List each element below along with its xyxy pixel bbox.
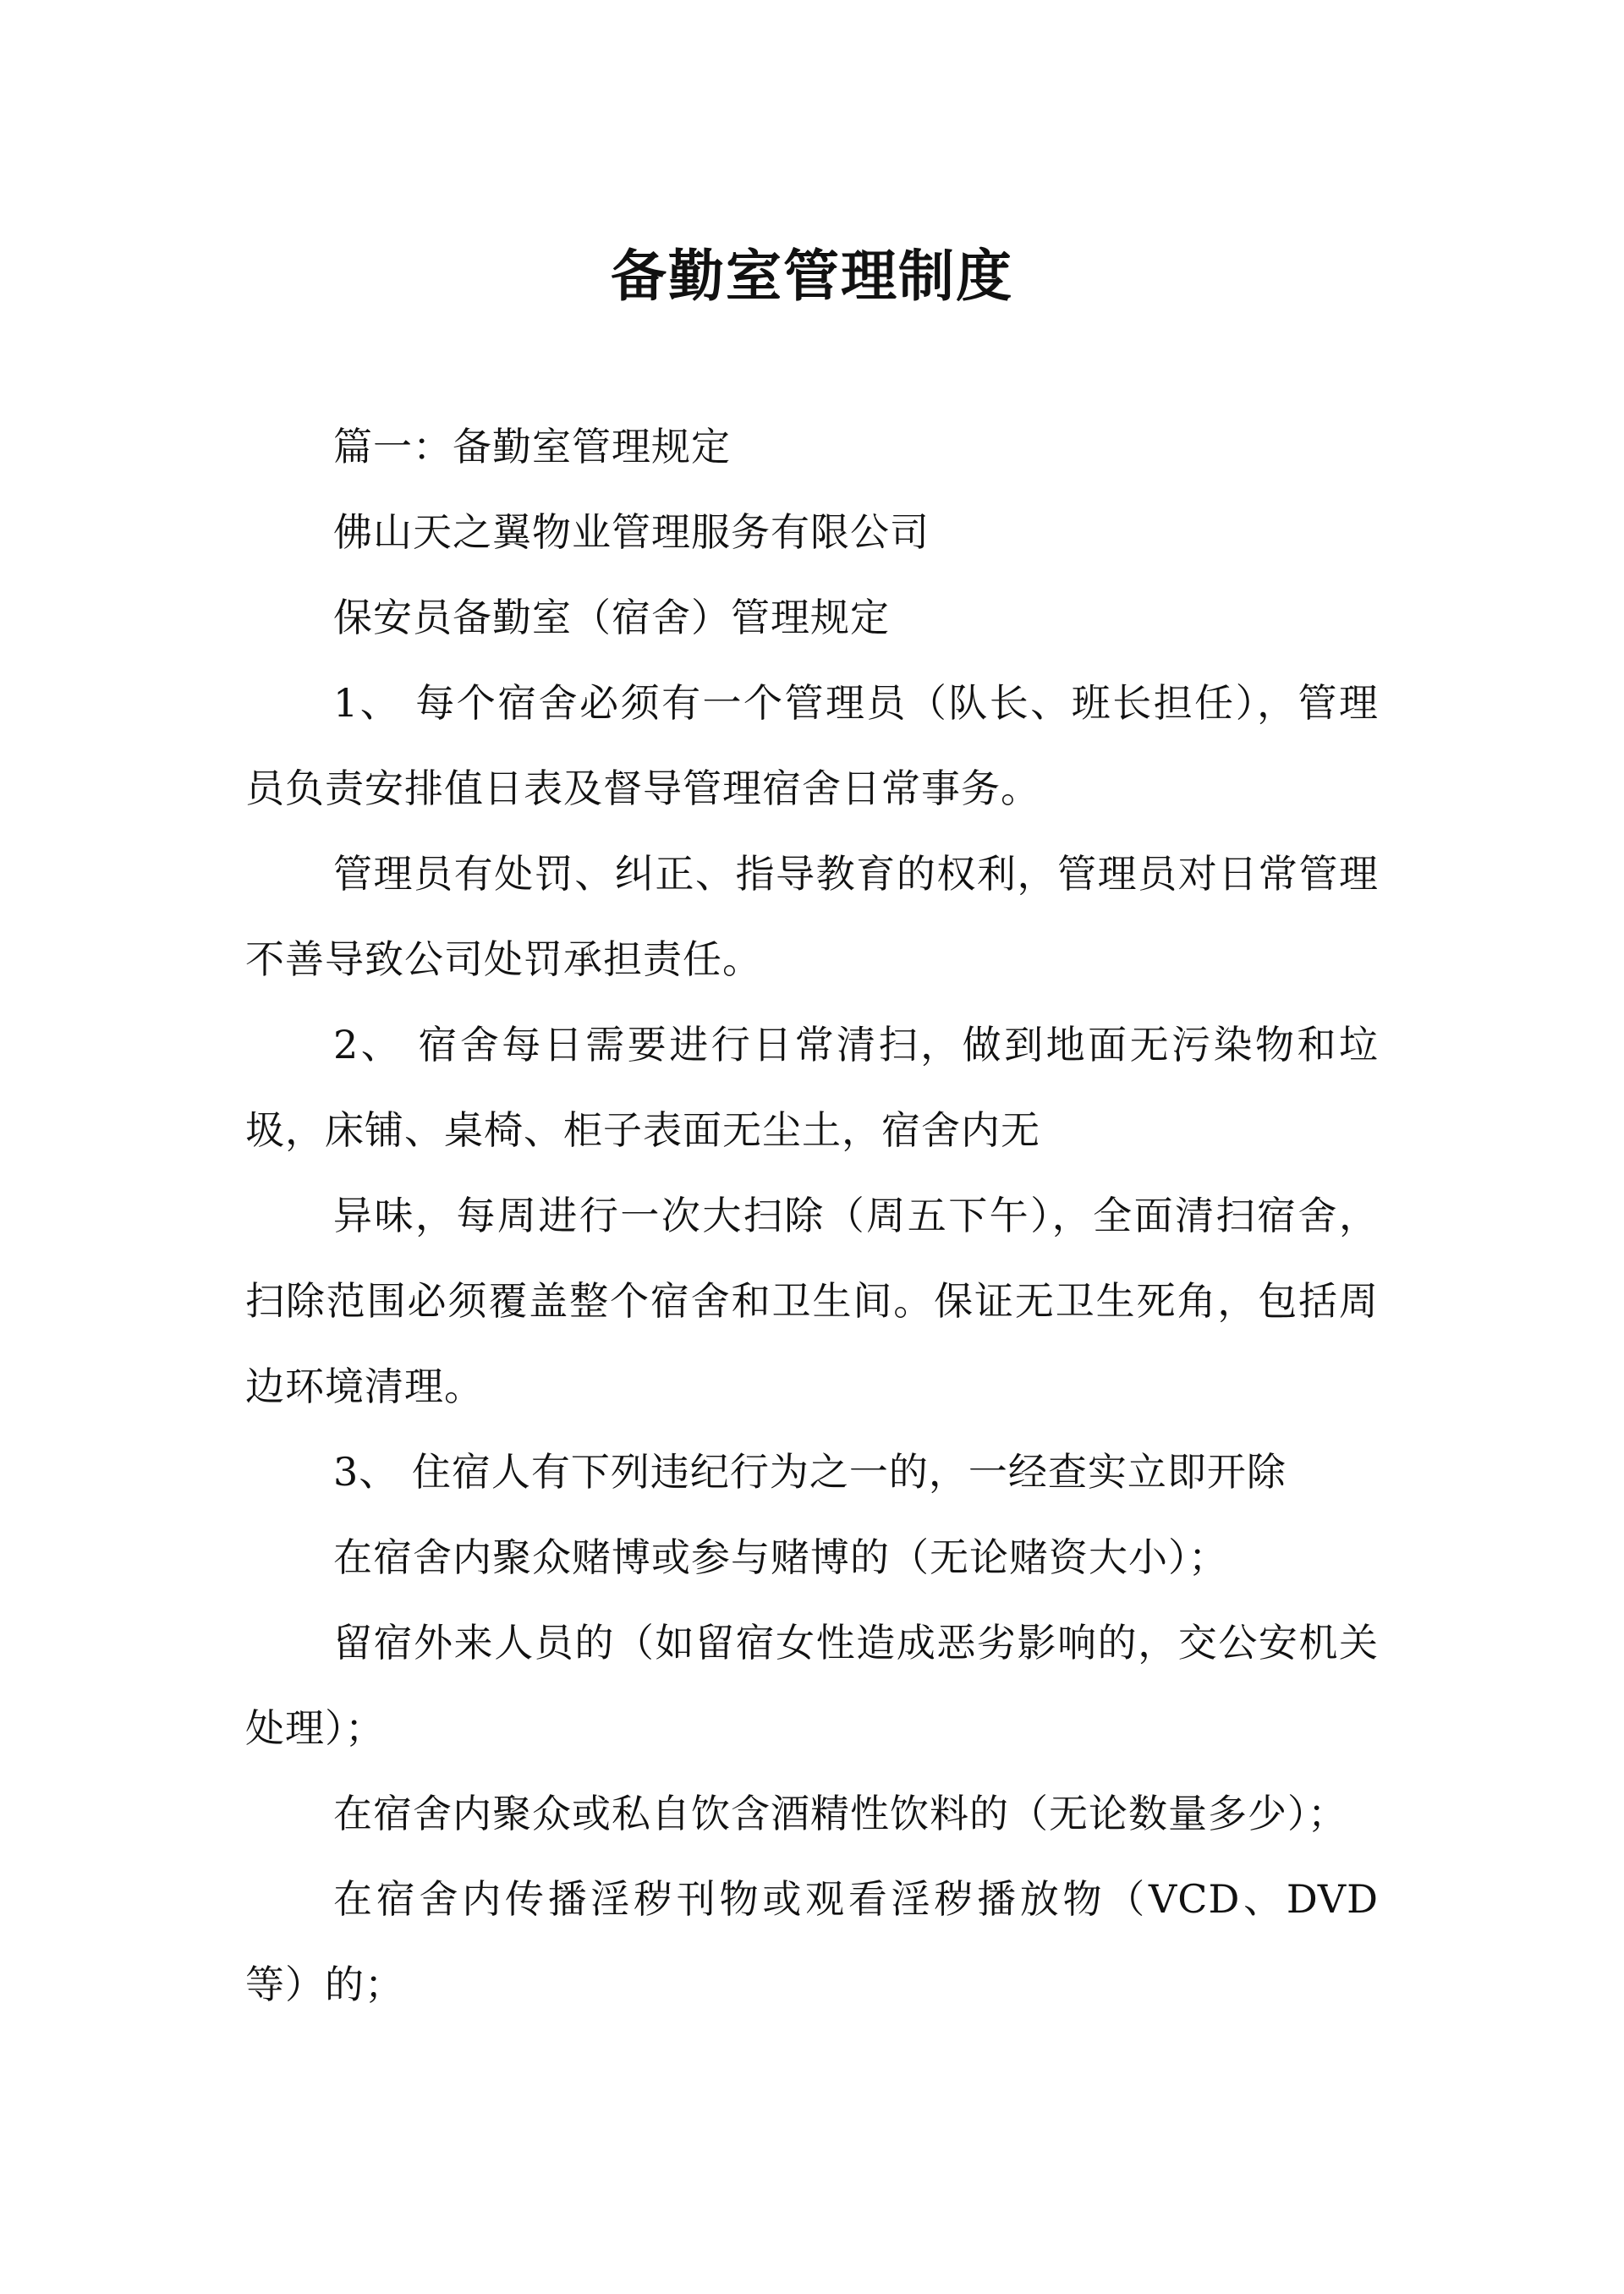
paragraph-regulation-title: 保安员备勤室（宿舍）管理规定 — [333, 595, 890, 640]
paragraph-rule-3: 3、 住宿人有下列违纪行为之一的，一经查实立即开除 — [333, 1449, 1287, 1495]
paragraph-rule-2-detail: 异味，每周进行一次大扫除（周五下午），全面清扫宿舍，扫除范围必须覆盖整个宿舍和卫生间。保证无卫生死角，包括周边环境清理。 — [245, 1193, 1379, 1409]
paragraph-company-name: 佛山天之翼物业管理服务有限公司 — [333, 509, 930, 555]
paragraph-chapter-heading: 篇一：备勤室管理规定 — [333, 424, 731, 469]
paragraph-rule-1-detail: 管理员有处罚、纠正、指导教育的权利，管理员对日常管理不善导致公司处罚承担责任。 — [245, 851, 1379, 982]
paragraph-rule-2: 2、 宿舍每日需要进行日常清扫，做到地面无污染物和垃圾，床铺、桌椅、柜子表面无尘土，宿舍内无 — [245, 1022, 1379, 1153]
paragraph-rule-1: 1、 每个宿舍必须有一个管理员（队长、班长担任），管理员负责安排值日表及督导管理宿舍日常事务。 — [245, 680, 1379, 811]
paragraph-violation-guests: 留宿外来人员的（如留宿女性造成恶劣影响的，交公安机关处理）； — [245, 1620, 1379, 1751]
paragraph-violation-alcohol: 在宿舍内聚众或私自饮含酒精性饮料的（无论数量多少）； — [333, 1791, 1347, 1836]
document-body — [245, 404, 1379, 2028]
paragraph-violation-gambling: 在宿舍内聚众赌博或参与赌博的（无论赌资大小）； — [333, 1534, 1228, 1580]
paragraph-violation-obscene: 在宿舍内传播淫秽刊物或观看淫秽播放物（VCD、DVD 等）的； — [245, 1876, 1379, 2007]
document-title: 备勤室管理制度 — [611, 244, 1013, 310]
